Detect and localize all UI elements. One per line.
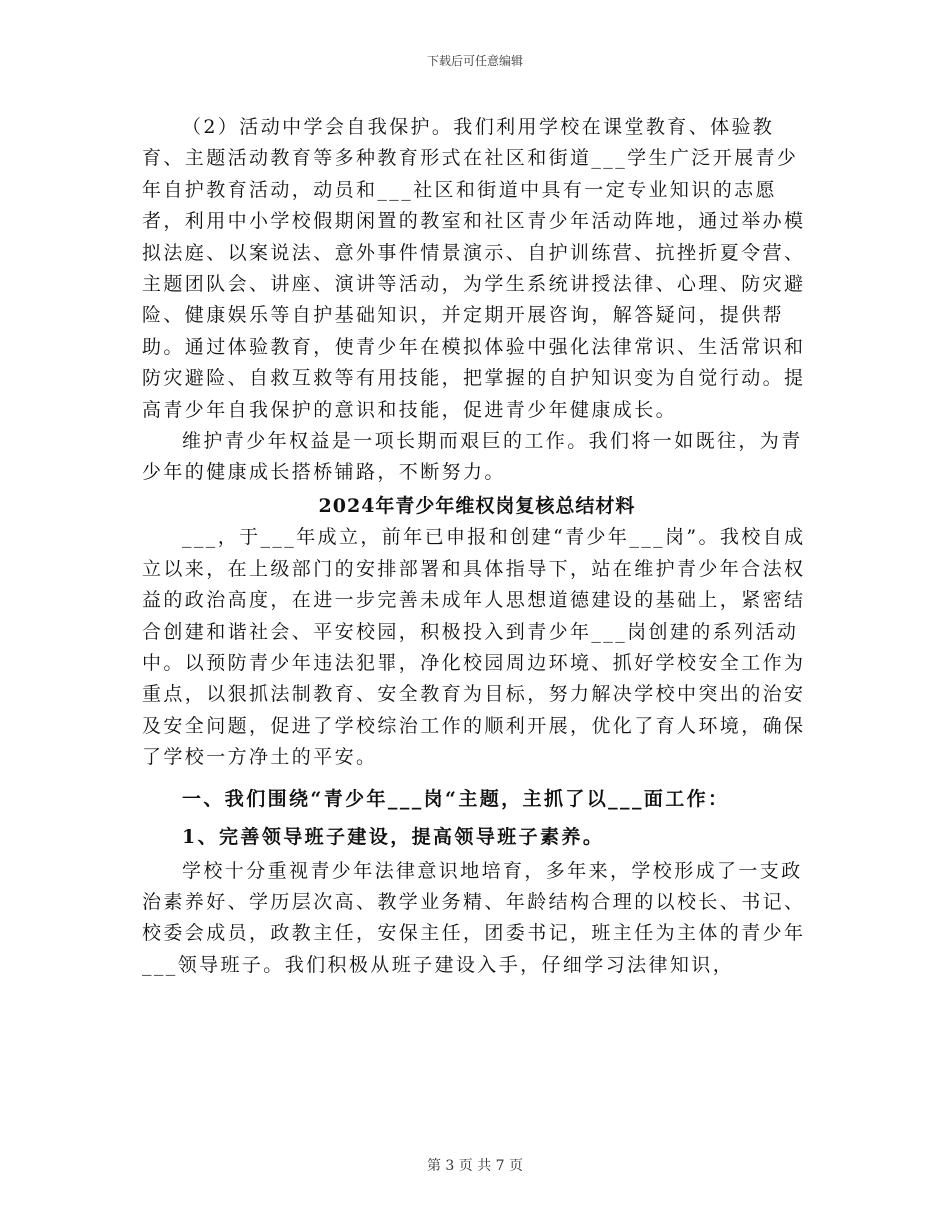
paragraph-self-protection: （2）活动中学会自我保护。我们利用学校在课堂教育、体验教育、主题活动教育等多种教育形式在社区和街道___学生广泛开展青少年自护教育活动，动员和___社区和街道中具有一定专业知识的志愿者，利用中小学校假期闲置的教室和社区青少年活动阵地，通过举办模拟法庭、以案说法、意外事件情景演示、自护训练营、抗挫折夏令营、主题团队会、讲座、演讲等活动，为学生系统讲授法律、心理、防灾避险、健康娱乐等自护基础知识，并定期开展咨询，解答疑问，提供帮助。通过体验教育，使青少年在模拟体验中强化法律常识、生活常识和防灾避险、自救互救等有用技能，把掌握的自护知识变为自觉行动。提高青少年自我保护的意识和技能，促进青少年健康成长。 [142, 116, 806, 421]
paragraph-school-intro: ___，于___年成立，前年已申报和创建“青少年___岗”。我校自成立以来，在上级部门的安排部署和具体指导下，站在维护青少年合法权益的政治高度，在进一步完善未成年人思想道德建设的基础上，紧密结合创建和谐社会、平安校园，积极投入到青少年___岗创建的系列活动中。以预防青少年违法犯罪，净化校园周边环境、抓好学校安全工作为重点，以狠抓法制教育、安全教育为目标，努力解决学校中突出的治安及安全问题，促进了学校综治工作的顺利开展，优化了育人环境，确保了学校一方净土的平安。 [142, 526, 806, 769]
document-body [142, 112, 812, 981]
subsection-heading-1: 1、完善领导班子建设，提高领导班子素养。 [182, 825, 605, 848]
paragraph-rights-work: 维护青少年权益是一项长期而艰巨的工作。我们将一如既往，为青少年的健康成长搭桥铺路，不断努力。 [142, 430, 803, 484]
page-number: 第 3 页 共 7 页 [426, 1158, 524, 1174]
document-title: 2024年青少年维权岗复核总结材料 [318, 494, 636, 517]
paragraph-leadership: 学校十分重视青少年法律意识地培育，多年来，学校形成了一支政治素养好、学历层次高、教学业务精、年龄结构合理的以校长、书记、校委会成员，政教主任，安保主任，团委书记，班主任为主体的青少年___领导班子。我们积极从班子建设入手，仔细学习法律知识， [142, 859, 806, 976]
section-heading-1: 一、我们围绕“青少年___岗“主题，主抓了以___面工作： [182, 787, 730, 810]
page-header-note: 下载后可任意编辑 [426, 54, 523, 68]
